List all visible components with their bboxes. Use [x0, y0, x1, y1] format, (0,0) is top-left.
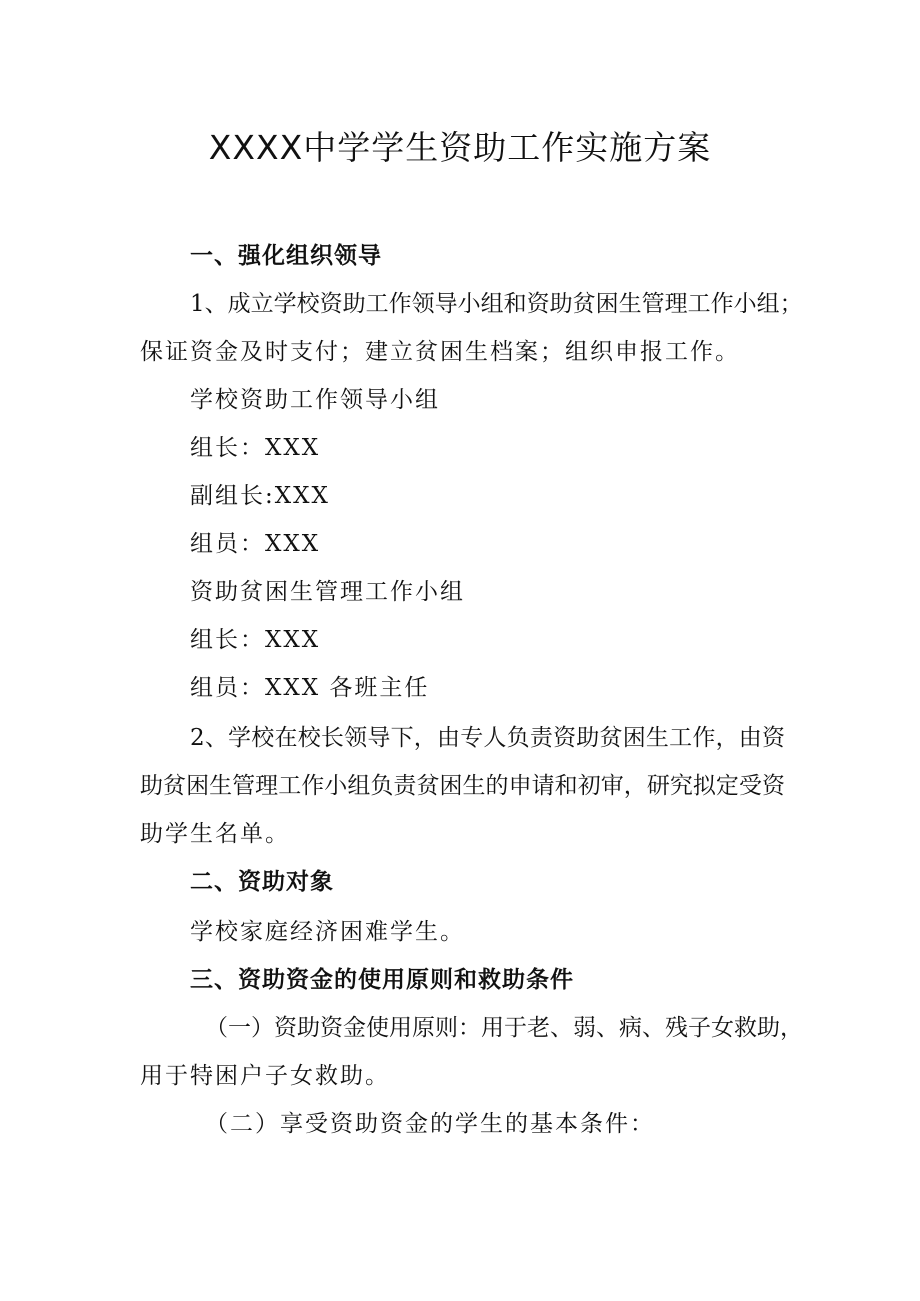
paragraph-item2-line1: 2、学校在校长领导下，由专人负责资助贫困生工作，由资: [190, 725, 785, 751]
section-heading-2: 二、资助对象: [190, 869, 334, 895]
section2-text: 学校家庭经济困难学生。: [190, 919, 465, 945]
group1-leader: 组长：XXX: [190, 435, 321, 461]
group2-title: 资助贫困生管理工作小组: [190, 579, 465, 605]
group1-deputy: 副组长:XXX: [190, 483, 330, 509]
group2-members: 组员：XXX 各班主任: [190, 675, 430, 701]
group2-leader: 组长：XXX: [190, 627, 321, 653]
group1-title: 学校资助工作领导小组: [190, 387, 440, 413]
group1-members: 组员：XXX: [190, 531, 321, 557]
paragraph-sub1-line2: 用于特困户子女救助。: [140, 1063, 390, 1089]
paragraph-item2-line3: 助学生名单。: [140, 821, 290, 847]
document-title: XXXX中学学生资助工作实施方案: [208, 128, 712, 167]
paragraph-sub1-line1: （一）资助资金使用原则：用于老、弱、病、残子女救助，: [205, 1015, 803, 1041]
section-heading-1: 一、强化组织领导: [190, 243, 382, 269]
paragraph-item2-line2: 助贫困生管理工作小组负责贫困生的申请和初审，研究拟定受资: [140, 773, 785, 799]
paragraph-item1-line2: 保证资金及时支付；建立贫困生档案；组织申报工作。: [140, 339, 740, 365]
section-heading-3: 三、资助资金的使用原则和救助条件: [190, 967, 574, 993]
paragraph-item1-line1: 1、成立学校资助工作领导小组和资助贫困生管理工作小组；: [190, 291, 803, 317]
paragraph-sub2: （二）享受资助资金的学生的基本条件：: [205, 1111, 655, 1137]
